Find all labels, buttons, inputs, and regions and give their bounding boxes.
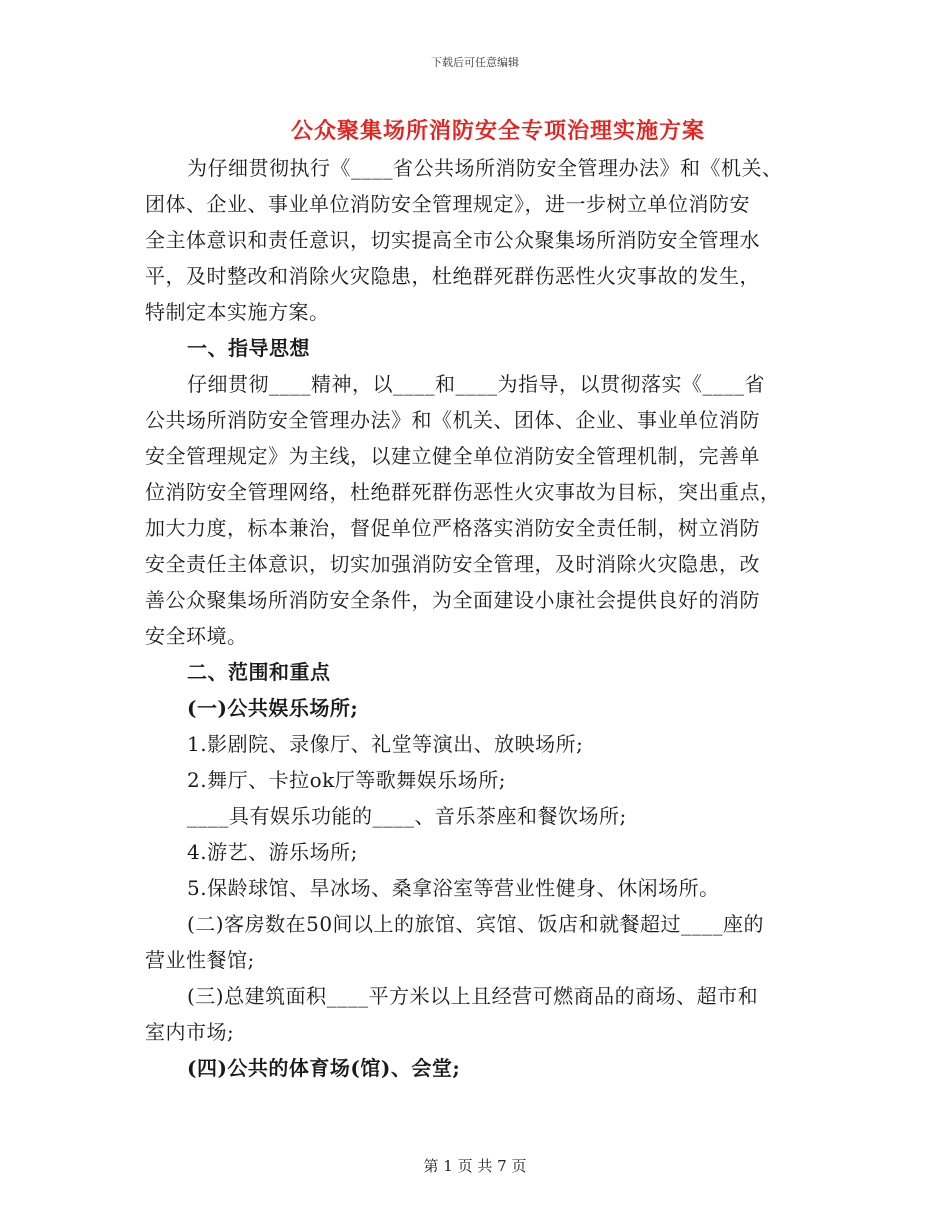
section-heading: 二、范围和重点 bbox=[187, 660, 331, 684]
list-item: 1.影剧院、录像厅、礼堂等演出、放映场所; bbox=[187, 732, 584, 756]
paragraph-line: 室内市场; bbox=[145, 1020, 235, 1044]
section-heading: 一、指导思想 bbox=[187, 336, 310, 360]
subsection-heading: (一)公共娱乐场所; bbox=[187, 696, 359, 720]
subsection-heading: (四)公共的体育场(馆)、会堂; bbox=[187, 1056, 461, 1080]
paragraph-line: 加大力度，标本兼治，督促单位严格落实消防安全责任制，树立消防 bbox=[145, 516, 760, 540]
paragraph-line: 团体、企业、事业单位消防安全管理规定》，进一步树立单位消防安 bbox=[145, 192, 750, 216]
paragraph-line: 特制定本实施方案。 bbox=[145, 300, 330, 324]
document-title: 公众聚集场所消防安全专项治理实施方案 bbox=[290, 118, 705, 144]
paragraph-line: 平，及时整改和消除火灾隐患，杜绝群死群伤恶性火灾事故的发生， bbox=[145, 264, 760, 288]
page-number: 第 1 页 共 7 页 bbox=[423, 1157, 527, 1175]
paragraph-line: 营业性餐馆; bbox=[145, 948, 255, 972]
paragraph-line: 善公众聚集场所消防安全条件，为全面建设小康社会提供良好的消防 bbox=[145, 588, 760, 612]
list-item: 5.保龄球馆、旱冰场、桑拿浴室等营业性健身、休闲场所。 bbox=[187, 876, 720, 900]
header-note: 下载后可任意编辑 bbox=[431, 56, 519, 69]
paragraph-line: 公共场所消防安全管理办法》和《机关、团体、企业、事业单位消防 bbox=[145, 408, 760, 432]
list-item: 2.舞厅、卡拉ok厅等歌舞娱乐场所; bbox=[187, 768, 506, 792]
list-item: 4.游艺、游乐场所; bbox=[187, 840, 358, 864]
paragraph-line: (二)客房数在50间以上的旅馆、宾馆、饭店和就餐超过____座的 bbox=[187, 912, 765, 936]
paragraph-line: 为仔细贯彻执行《____省公共场所消防安全管理办法》和《机关、 bbox=[187, 156, 783, 180]
list-item: ____具有娱乐功能的____、音乐茶座和餐饮场所; bbox=[187, 804, 627, 828]
paragraph-line: 安全责任主体意识，切实加强消防安全管理，及时消除火灾隐患，改 bbox=[145, 552, 760, 576]
paragraph-line: 安全管理规定》为主线，以建立健全单位消防安全管理机制，完善单 bbox=[145, 444, 760, 468]
paragraph-line: 位消防安全管理网络，杜绝群死群伤恶性火灾事故为目标，突出重点， bbox=[145, 480, 781, 504]
document-body bbox=[145, 150, 815, 1086]
paragraph-line: 安全环境。 bbox=[145, 624, 248, 648]
paragraph-line: 全主体意识和责任意识，切实提高全市公众聚集场所消防安全管理水 bbox=[145, 228, 760, 252]
paragraph-line: (三)总建筑面积____平方米以上且经营可燃商品的商场、超市和 bbox=[187, 984, 759, 1008]
paragraph-line: 仔细贯彻____精神，以____和____为指导，以贯彻落实《____省 bbox=[187, 372, 765, 396]
